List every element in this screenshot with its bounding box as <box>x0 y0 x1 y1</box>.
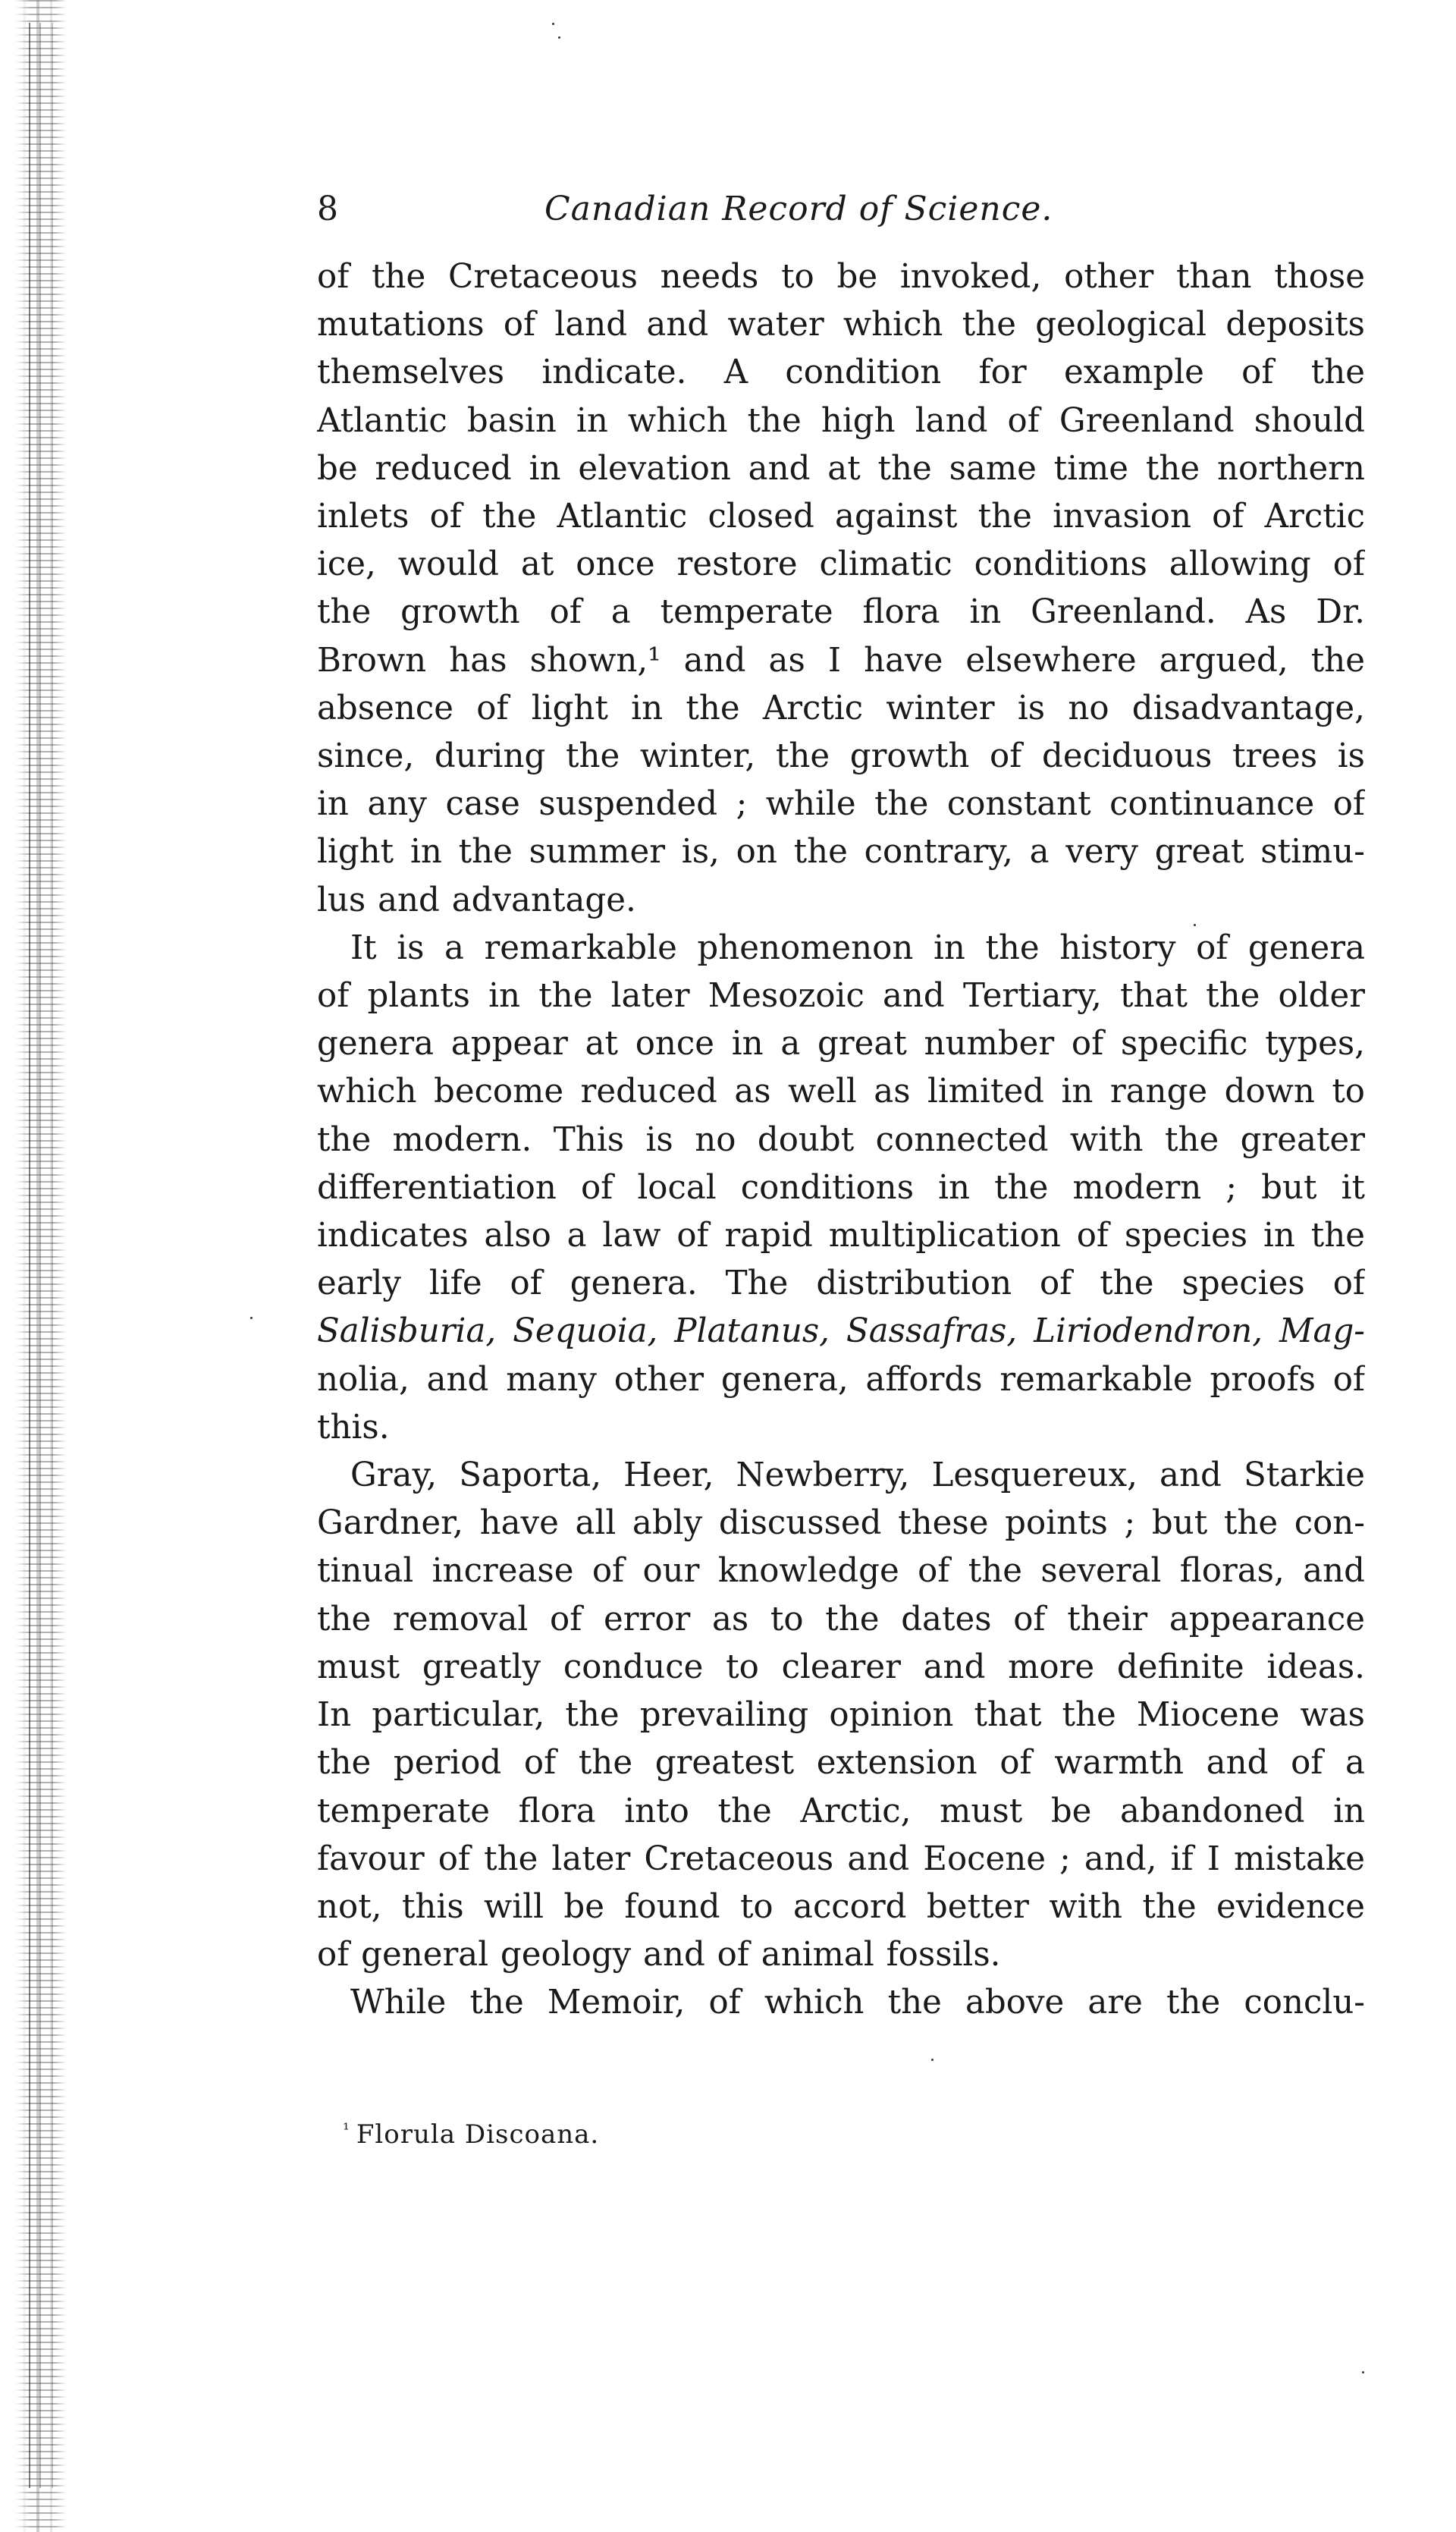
text-line: favour of the later Cretaceous and Eocene ; and, if I mistake <box>317 1839 1365 1878</box>
text-line-italic-genera: Salisburia, Sequoia, Platanus, Sassafras, Liriodendron, Mag- <box>317 1312 1365 1351</box>
running-head <box>317 181 1365 238</box>
text-line: differentiation of local conditions in the modern ; but it <box>317 1168 1365 1207</box>
text-line: since, during the winter, the growth of deciduous trees is <box>317 737 1365 776</box>
binding-line <box>52 23 53 2488</box>
text-line: the growth of a temperate flora in Greenland. As Dr. <box>317 593 1365 632</box>
scan-speck <box>250 1317 253 1319</box>
page-number: 8 <box>317 190 338 228</box>
text-line: genera appear at once in a great number of specific types, <box>317 1025 1365 1063</box>
binding-line <box>29 23 30 2488</box>
paragraph-1 <box>317 253 1365 925</box>
footnote-text: Florula Discoana. <box>356 2119 600 2150</box>
text-line: Gardner, have all ably discussed these points ; but the con- <box>317 1504 1365 1543</box>
text-line: Atlantic basin in which the high land of Greenland should <box>317 401 1365 440</box>
text-line: Gray, Saporta, Heer, Newberry, Lesquereux, and Starkie <box>350 1456 1365 1495</box>
text-line: It is a remarkable phenomenon in the history of genera <box>350 928 1365 967</box>
text-line: of plants in the later Mesozoic and Tertiary, that the older <box>317 977 1365 1016</box>
footnote <box>343 2112 599 2153</box>
scan-speck <box>552 23 554 25</box>
text-line: Brown has shown,¹ and as I have elsewhere argued, the <box>317 641 1365 680</box>
scan-speck <box>931 2059 934 2061</box>
text-line: nolia, and many other genera, affords remarkable proofs of <box>317 1360 1365 1399</box>
text-line: ice, would at once restore climatic conditions allowing of <box>317 545 1365 584</box>
text-line: themselves indicate. A condition for example of the <box>317 353 1365 392</box>
paragraph-4 <box>317 1979 1365 2027</box>
paragraph-3 <box>317 1452 1365 1979</box>
text-line: temperate flora into the Arctic, must be abandoned in <box>317 1792 1365 1830</box>
text-line: tinual increase of our knowledge of the several floras, and <box>317 1552 1365 1591</box>
text-line: indicates also a law of rapid multiplication of species in the <box>317 1217 1365 1255</box>
text-line: of the Cretaceous needs to be invoked, other than those <box>317 258 1365 296</box>
footnote-marker: ¹ <box>343 2121 350 2140</box>
text-line: lus and advantage. <box>317 881 636 919</box>
text-line: light in the summer is, on the contrary, a very great stimu- <box>317 833 1365 872</box>
text-line: the period of the greatest extension of warmth and of a <box>317 1744 1365 1783</box>
text-line: of general geology and of animal fossils. <box>317 1936 1001 1974</box>
scan-speck <box>1362 2371 1364 2373</box>
scanned-binding-edge <box>0 0 68 2532</box>
journal-title: Canadian Record of Science. <box>544 190 1053 228</box>
scan-speck <box>558 36 560 39</box>
text-line: must greatly conduce to clearer and more definite ideas. <box>317 1648 1365 1686</box>
text-line: mutations of land and water which the geological deposits <box>317 306 1365 344</box>
text-line: in any case suspended ; while the constant continuance of <box>317 785 1365 824</box>
text-line: early life of genera. The distribution of the species of <box>317 1264 1365 1303</box>
text-line: While the Memoir, of which the above are the conclu- <box>350 1984 1365 2022</box>
text-line: absence of light in the Arctic winter is no disadvantage, <box>317 689 1365 727</box>
text-line: be reduced in elevation and at the same time the northern <box>317 449 1365 488</box>
text-line: In particular, the prevailing opinion that the Miocene was <box>317 1696 1365 1735</box>
book-page <box>317 181 1365 2028</box>
text-line: the modern. This is no doubt connected with the greater <box>317 1120 1365 1159</box>
binding-line <box>39 23 41 2488</box>
text-line: this. <box>317 1408 390 1447</box>
text-line: which become reduced as well as limited in range down to <box>317 1073 1365 1111</box>
paragraph-2 <box>317 925 1365 1452</box>
text-line: the removal of error as to the dates of their appearance <box>317 1600 1365 1638</box>
text-line: inlets of the Atlantic closed against the invasion of Arctic <box>317 498 1365 536</box>
text-line: not, this will be found to accord better with the evidence <box>317 1887 1365 1926</box>
body-text <box>317 253 1365 2028</box>
